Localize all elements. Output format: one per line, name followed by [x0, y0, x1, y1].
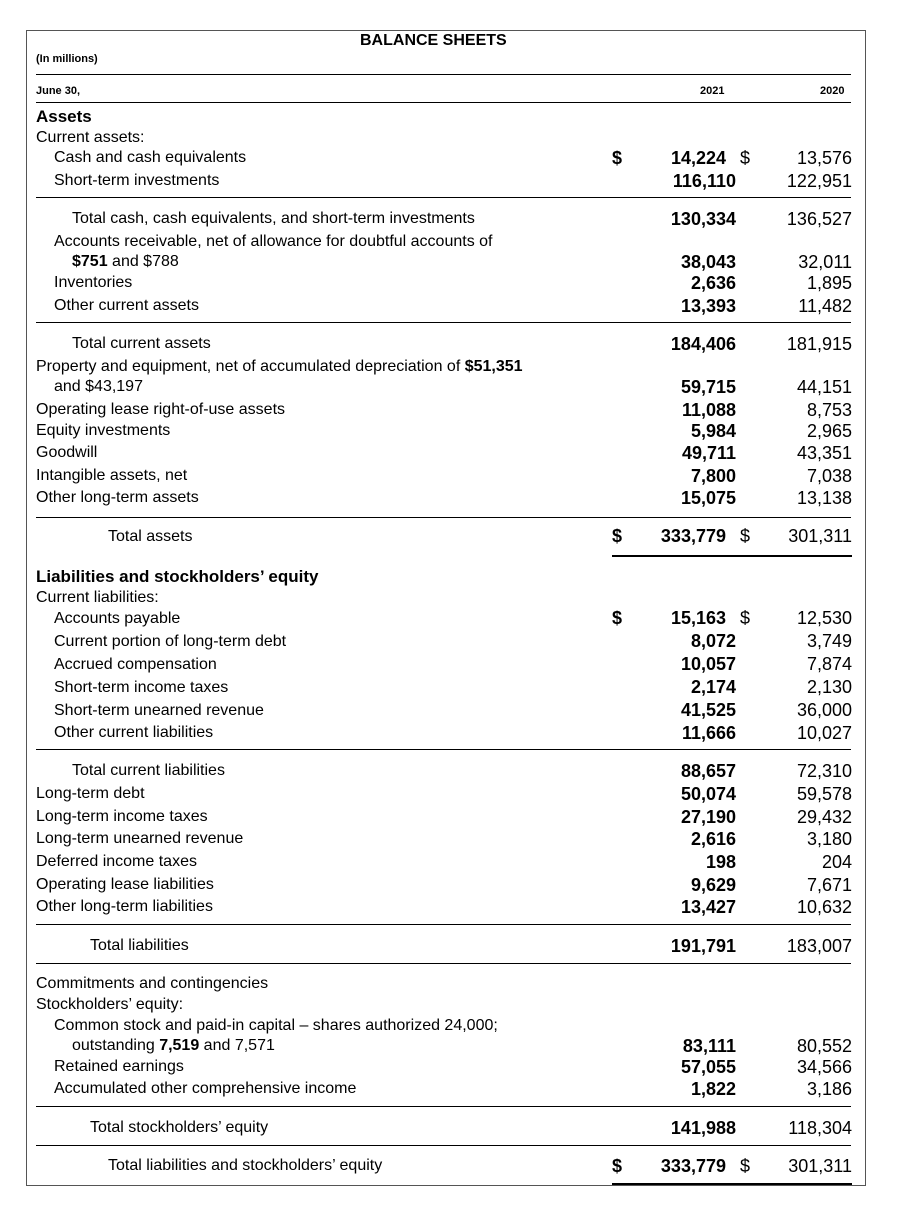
row-label-total: Total stockholders’ equity	[90, 1119, 269, 1136]
row-label: Equity investments	[36, 422, 171, 439]
value-2021: 38,043	[680, 252, 736, 272]
column-header-2021: 2021	[700, 85, 725, 97]
value-2021: 8,072	[690, 631, 736, 651]
row-label-total: Total assets	[108, 528, 193, 545]
row-label: Long-term unearned revenue	[36, 830, 244, 847]
dollar-sign: $	[612, 1156, 623, 1176]
row-label: Other current assets	[54, 297, 199, 314]
row-label: Other long-term assets	[36, 489, 199, 506]
row-label: Property and equipment, net of accumulated depreciation of $51,351	[36, 358, 523, 375]
value-2020: 44,151	[796, 377, 852, 397]
value-2021: 59,715	[680, 377, 736, 397]
value-2020: 43,351	[796, 443, 852, 463]
value-2021: 14,224	[670, 148, 726, 168]
value-2020: 8,753	[806, 400, 852, 420]
value-2021: 116,110	[672, 171, 736, 191]
row-label: Goodwill	[36, 444, 98, 461]
value-2021: 83,111	[682, 1036, 736, 1056]
value-2020: 11,482	[798, 296, 852, 316]
divider	[36, 749, 851, 750]
row-label: Current assets:	[36, 129, 145, 146]
value-2020: 3,749	[806, 631, 852, 651]
value-2020: 301,311	[788, 1156, 852, 1176]
double-underline	[612, 1183, 852, 1185]
value-2021: 10,057	[680, 654, 736, 674]
value-2020: 181,915	[786, 334, 852, 354]
row-label: Total cash, cash equivalents, and short-term investments	[72, 210, 475, 227]
value-2020: 80,552	[796, 1036, 852, 1056]
row-label-total: Total liabilities and stockholders’ equity	[108, 1157, 383, 1174]
row-label-continued: and $43,197	[54, 378, 143, 395]
value-2021: 198	[705, 852, 736, 872]
value-2020: 183,007	[786, 936, 852, 956]
value-2021: 88,657	[680, 761, 736, 781]
section-heading-liabilities: Liabilities and stockholders’ equity	[36, 567, 319, 586]
divider	[36, 1106, 851, 1107]
value-2020: 36,000	[796, 700, 852, 720]
value-2020: 12,530	[796, 608, 852, 628]
units-note: (In millions)	[36, 53, 98, 65]
value-2021: 50,074	[680, 784, 736, 804]
section-heading-assets: Assets	[36, 107, 92, 126]
row-label: Total current assets	[72, 335, 211, 352]
row-label-continued: $751 and $788	[72, 253, 179, 270]
value-2021: 2,174	[690, 677, 736, 697]
value-2020: 13,138	[796, 488, 852, 508]
row-label: Accumulated other comprehensive income	[54, 1080, 357, 1097]
value-2021: 2,636	[690, 273, 736, 293]
value-2021: 141,988	[670, 1118, 736, 1138]
value-2021: 15,163	[670, 608, 726, 628]
page-title: BALANCE SHEETS	[360, 32, 507, 49]
value-2021: 41,525	[680, 700, 736, 720]
value-2020: 3,180	[806, 829, 852, 849]
value-2020: 72,310	[796, 761, 852, 781]
value-2021: 57,055	[680, 1057, 736, 1077]
value-2020: 3,186	[806, 1079, 852, 1099]
dollar-sign: $	[740, 148, 751, 168]
row-label: Accrued compensation	[54, 656, 217, 673]
row-label: Long-term income taxes	[36, 808, 208, 825]
row-label: Operating lease right-of-use assets	[36, 401, 286, 418]
value-2021: 130,334	[670, 209, 736, 229]
value-2020: 32,011	[798, 252, 852, 272]
row-label: Stockholders’ equity:	[36, 996, 184, 1013]
value-2020: 136,527	[786, 209, 852, 229]
double-underline	[612, 555, 852, 557]
value-2021: 333,779	[660, 526, 726, 546]
row-label: Short-term unearned revenue	[54, 702, 264, 719]
value-2021: 2,616	[690, 829, 736, 849]
row-label: Long-term debt	[36, 785, 145, 802]
column-header-2020: 2020	[820, 85, 845, 97]
dollar-sign: $	[612, 148, 623, 168]
row-label: Retained earnings	[54, 1058, 184, 1075]
value-2021: 5,984	[690, 421, 736, 441]
value-2020: 10,027	[796, 723, 852, 743]
row-label: Short-term investments	[54, 172, 220, 189]
value-2021: 13,427	[680, 897, 736, 917]
row-label: Operating lease liabilities	[36, 876, 214, 893]
value-2021: 1,822	[690, 1079, 736, 1099]
row-label: Commitments and contingencies	[36, 975, 269, 992]
value-2021: 27,190	[680, 807, 736, 827]
row-label: Current portion of long-term debt	[54, 633, 287, 650]
row-label: Other current liabilities	[54, 724, 214, 741]
value-2020: 2,130	[806, 677, 852, 697]
value-2021: 11,666	[681, 723, 736, 743]
row-label: Deferred income taxes	[36, 853, 197, 870]
dollar-sign: $	[740, 526, 751, 546]
row-label: Accounts payable	[54, 610, 181, 627]
value-2020: 13,576	[796, 148, 852, 168]
divider	[36, 1145, 851, 1146]
row-label: Current liabilities:	[36, 589, 159, 606]
value-2020: 10,632	[796, 897, 852, 917]
value-2020: 1,895	[806, 273, 852, 293]
divider	[36, 924, 851, 925]
value-2021: 184,406	[670, 334, 736, 354]
row-label: Short-term income taxes	[54, 679, 229, 696]
divider	[36, 74, 851, 75]
row-label-total: Total liabilities	[90, 937, 189, 954]
value-2021: 15,075	[680, 488, 736, 508]
dollar-sign: $	[612, 608, 623, 628]
value-2021: 11,088	[681, 400, 736, 420]
value-2020: 204	[821, 852, 852, 872]
dollar-sign: $	[740, 608, 751, 628]
divider	[36, 963, 851, 964]
value-2021: 7,800	[690, 466, 736, 486]
divider	[36, 322, 851, 323]
divider	[36, 102, 851, 103]
value-2020: 7,874	[806, 654, 852, 674]
dollar-sign: $	[740, 1156, 751, 1176]
row-label: Accounts receivable, net of allowance for doubtful accounts of	[54, 233, 493, 250]
value-2020: 2,965	[806, 421, 852, 441]
value-2021: 49,711	[681, 443, 736, 463]
value-2020: 29,432	[796, 807, 852, 827]
value-2020: 301,311	[788, 526, 852, 546]
value-2020: 59,578	[796, 784, 852, 804]
value-2021: 191,791	[670, 936, 736, 956]
value-2021: 9,629	[690, 875, 736, 895]
value-2020: 118,304	[788, 1118, 852, 1138]
date-label: June 30,	[36, 85, 81, 97]
value-2020: 34,566	[796, 1057, 852, 1077]
value-2020: 7,038	[806, 466, 852, 486]
value-2020: 7,671	[806, 875, 852, 895]
divider	[36, 197, 851, 198]
row-label: Common stock and paid-in capital – shares authorized 24,000;	[54, 1017, 498, 1034]
value-2020: 122,951	[786, 171, 852, 191]
row-label: Other long-term liabilities	[36, 898, 213, 915]
value-2021: 13,393	[680, 296, 736, 316]
value-2021: 333,779	[660, 1156, 726, 1176]
divider	[36, 517, 851, 518]
row-label: Inventories	[54, 274, 133, 291]
row-label: Total current liabilities	[72, 762, 225, 779]
row-label: Cash and cash equivalents	[54, 149, 247, 166]
row-label-continued: outstanding 7,519 and 7,571	[72, 1037, 275, 1054]
dollar-sign: $	[612, 526, 623, 546]
row-label: Intangible assets, net	[36, 467, 188, 484]
